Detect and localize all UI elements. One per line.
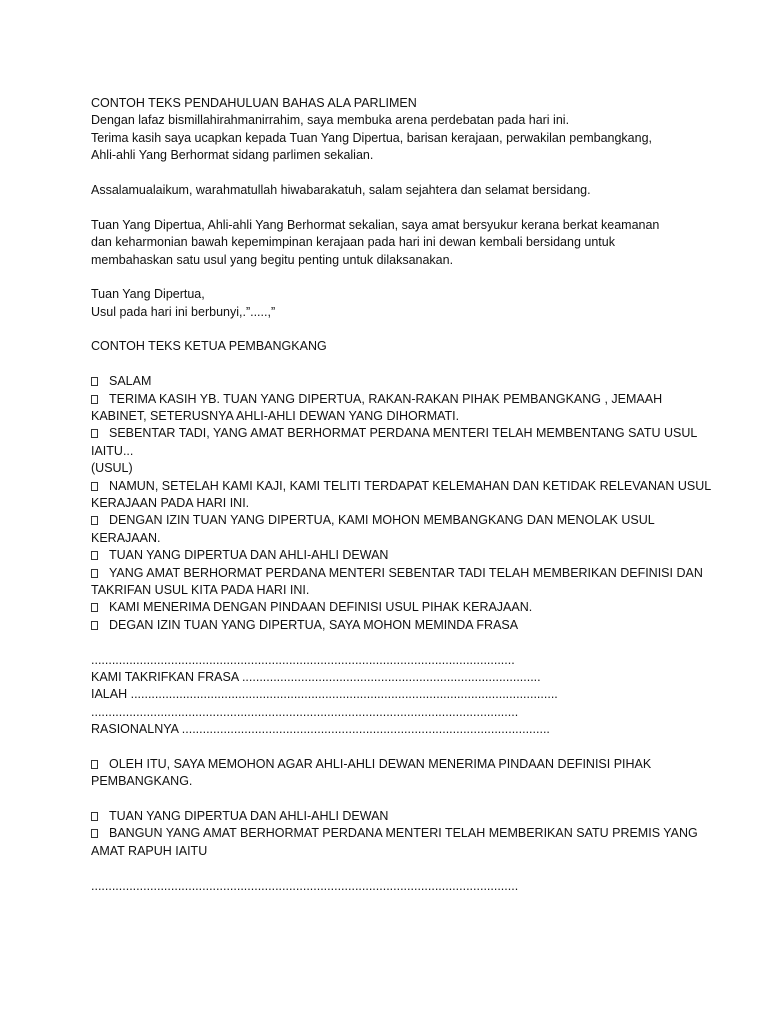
bullet-text: PEMBANGKANG. bbox=[91, 774, 193, 789]
para-line: Tuan Yang Dipertua, Ahli-ahli Yang Berhormat sekalian, saya amat bersyukur kerana berkat keamanan bbox=[91, 217, 660, 232]
intro-line: Terima kasih saya ucapkan kepada Tuan Yang Dipertua, barisan kerajaan, perwakilan pembangkang, bbox=[91, 130, 652, 145]
bullet-item bbox=[91, 825, 698, 842]
intro-line: Dengan lafaz bismillahirahmanirrahim, saya membuka arena perdebatan pada hari ini. bbox=[91, 113, 570, 128]
bullet-item bbox=[91, 599, 691, 616]
bullet-text: TUAN YANG DIPERTUA DAN AHLI-AHLI DEWAN bbox=[109, 809, 389, 824]
fill-line: KAMI TAKRIFKAN FRASA ...................................................................................... bbox=[91, 669, 541, 684]
document-body bbox=[91, 95, 712, 895]
bullet-item-continuation bbox=[91, 843, 691, 860]
bullet-item bbox=[91, 478, 712, 495]
fill-line: RASIONALNYA .......................................................................................................... bbox=[91, 722, 550, 737]
bullet-list bbox=[91, 756, 691, 791]
para-line: membahaskan satu usul yang begitu penting untuk dilaksanakan. bbox=[91, 252, 454, 267]
bullet-item-continuation bbox=[91, 530, 691, 547]
bullet-item bbox=[91, 391, 691, 408]
bullet-item-continuation bbox=[91, 582, 691, 599]
bullet-item bbox=[91, 425, 698, 442]
bullet-text: BANGUN YANG AMAT BERHORMAT PERDANA MENTERI TELAH MEMBERIKAN SATU PREMIS YANG bbox=[109, 826, 698, 841]
closing-line: Tuan Yang Dipertua, bbox=[91, 287, 205, 302]
bullet-text: KAMI MENERIMA DENGAN PINDAAN DEFINISI USUL PIHAK KERAJAAN. bbox=[109, 600, 533, 615]
bullet-text: KERAJAAN. bbox=[91, 530, 161, 545]
bullet-text: NAMUN, SETELAH KAMI KAJI, KAMI TELITI TERDAPAT KELEMAHAN DAN KETIDAK RELEVANAN USUL bbox=[109, 478, 712, 493]
bullet-item bbox=[91, 756, 691, 773]
bullet-box-icon bbox=[91, 377, 98, 386]
bullet-item-continuation bbox=[91, 495, 691, 512]
bullet-box-icon bbox=[91, 812, 98, 821]
bullet-item bbox=[91, 808, 691, 825]
bullet-text: OLEH ITU, SAYA MEMOHON AGAR AHLI-AHLI DEWAN MENERIMA PINDAAN DEFINISI PIHAK bbox=[109, 756, 652, 771]
bullet-text: KERAJAAN PADA HARI INI. bbox=[91, 495, 250, 510]
bullet-item bbox=[91, 512, 691, 529]
bullet-list bbox=[91, 373, 712, 634]
bullet-item bbox=[91, 617, 691, 634]
closing-line: Usul pada hari ini berbunyi,.”.....,” bbox=[91, 304, 276, 319]
bullet-box-icon bbox=[91, 482, 98, 491]
para-line: dan keharmonian bawah kepemimpinan kerajaan pada hari ini dewan kembali bersidang untuk bbox=[91, 235, 615, 250]
bullet-text: YANG AMAT BERHORMAT PERDANA MENTERI SEBENTAR TADI TELAH MEMBERIKAN DEFINISI DAN bbox=[109, 565, 703, 580]
bullet-box-icon bbox=[91, 621, 98, 630]
fill-line: IALAH ........................................................................................................................... bbox=[91, 687, 558, 702]
bullet-item bbox=[91, 373, 691, 390]
bullet-box-icon bbox=[91, 516, 98, 525]
bullet-text: TERIMA KASIH YB. TUAN YANG DIPERTUA, RAKAN-RAKAN PIHAK PEMBANGKANG , JEMAAH bbox=[109, 391, 663, 406]
bullet-box-icon bbox=[91, 760, 98, 769]
opposition-heading: CONTOH TEKS KETUA PEMBANGKANG bbox=[91, 339, 327, 354]
bullet-item-continuation bbox=[91, 443, 691, 460]
fill-line: .......................................................................................................................... bbox=[91, 652, 515, 667]
intro-heading: CONTOH TEKS PENDAHULUAN BAHAS ALA PARLIMEN bbox=[91, 96, 417, 110]
bullet-text: AMAT RAPUH IAITU bbox=[91, 843, 208, 858]
greeting-line: Assalamualaikum, warahmatullah hiwabarakatuh, salam sejahtera dan selamat bersidang. bbox=[91, 182, 591, 197]
bullet-box-icon bbox=[91, 551, 98, 560]
bullet-text: KABINET, SETERUSNYA AHLI-AHLI DEWAN YANG DIHORMATI. bbox=[91, 409, 460, 424]
intro-line: Ahli-ahli Yang Berhormat sidang parlimen sekalian. bbox=[91, 148, 374, 163]
bullet-text: DENGAN IZIN TUAN YANG DIPERTUA, KAMI MOHON MEMBANGKANG DAN MENOLAK USUL bbox=[109, 513, 655, 528]
bullet-text: SALAM bbox=[109, 374, 152, 389]
bullet-text: (USUL) bbox=[91, 461, 133, 476]
bullet-box-icon bbox=[91, 569, 98, 578]
final-fill-line: ........................................................................................................................... bbox=[91, 878, 519, 893]
bullet-item-continuation bbox=[91, 460, 691, 477]
bullet-list bbox=[91, 808, 698, 860]
bullet-text: TUAN YANG DIPERTUA DAN AHLI-AHLI DEWAN bbox=[109, 548, 389, 563]
bullet-text: DEGAN IZIN TUAN YANG DIPERTUA, SAYA MOHON MEMINDA FRASA bbox=[109, 617, 519, 632]
bullet-text: TAKRIFAN USUL KITA PADA HARI INI. bbox=[91, 582, 310, 597]
bullet-box-icon bbox=[91, 829, 98, 838]
bullet-box-icon bbox=[91, 429, 98, 438]
bullet-box-icon bbox=[91, 395, 98, 404]
bullet-box-icon bbox=[91, 603, 98, 612]
bullet-text: SEBENTAR TADI, YANG AMAT BERHORMAT PERDANA MENTERI TELAH MEMBENTANG SATU USUL bbox=[109, 426, 698, 441]
bullet-text: IAITU... bbox=[91, 443, 134, 458]
bullet-item-continuation bbox=[91, 408, 691, 425]
fill-in-lines bbox=[91, 652, 691, 739]
bullet-item bbox=[91, 547, 691, 564]
bullet-item bbox=[91, 565, 703, 582]
bullet-item-continuation bbox=[91, 773, 691, 790]
fill-line: ........................................................................................................................... bbox=[91, 704, 519, 719]
